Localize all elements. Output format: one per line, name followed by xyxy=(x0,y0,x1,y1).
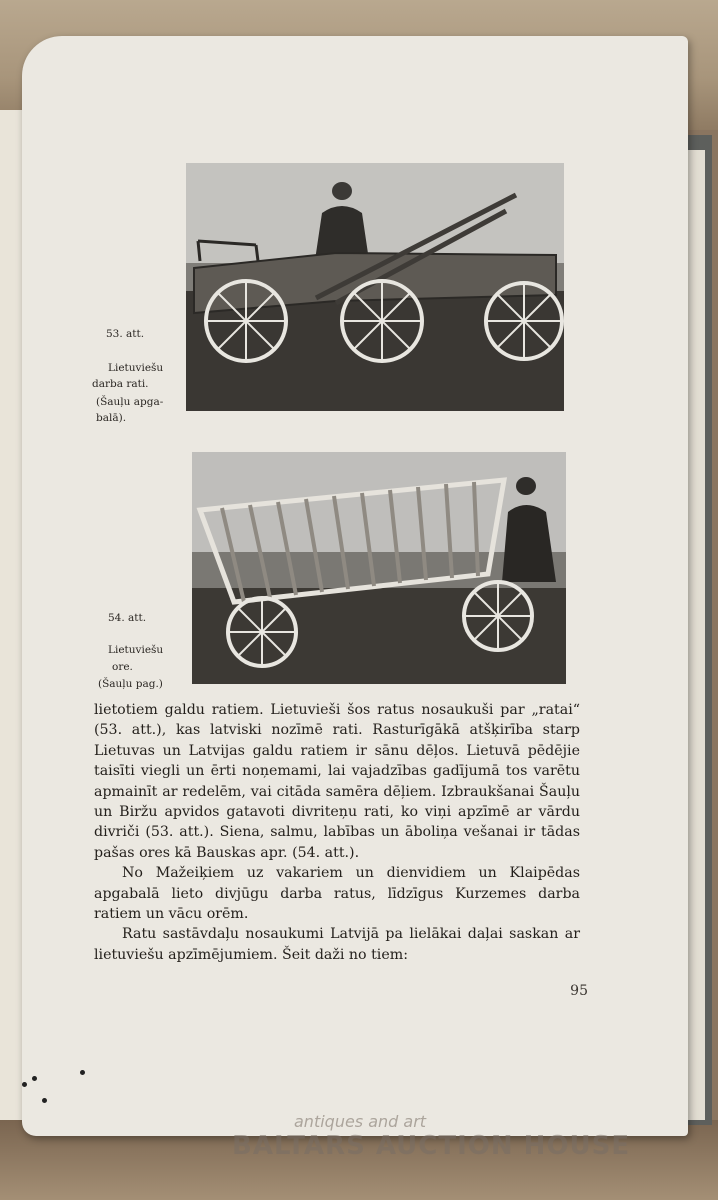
paragraph-2: No Mažeiķiem uz vakariem un dienvidiem un Klaipēdas apgabalā lieto divjūgu darba ratus, līdzīgus Kurzemes darba ratiem un vācu orēm. xyxy=(94,865,580,923)
page-number: 95 xyxy=(570,983,588,999)
figure-53-number: 53. att. xyxy=(106,328,145,340)
body-text xyxy=(94,700,580,965)
auction-watermark xyxy=(232,1112,652,1161)
figure-54-caption-line-1: Lietuviešu xyxy=(108,644,164,656)
figure-53-caption-line-2: darba rati. xyxy=(92,378,149,390)
paragraph-3: Ratu sastāvdaļu nosaukumi Latvijā pa lielākai daļai saskan ar lietuviešu apzīmējumiem. Šeit daži no tiem: xyxy=(94,926,580,963)
figure-54-photo xyxy=(192,452,566,684)
ink-spot xyxy=(22,1082,27,1087)
figure-54-caption-line-2: ore. xyxy=(112,661,133,673)
watermark-tagline: antiques and art xyxy=(294,1112,427,1131)
wagon-illustration xyxy=(192,452,566,684)
watermark-brand: BALTARS AUCTION HOUSE xyxy=(232,1131,631,1161)
figure-54-number: 54. att. xyxy=(108,612,147,624)
figure-54-caption-line-3: (Šauļu pag.) xyxy=(98,678,163,690)
paragraph-1: lietotiem galdu ratiem. Lietuvieši šos ratus nosaukuši par „ratai“ (53. att.), kas latviski nozīmē rati. Rasturīgākā atšķirība starp Lietuvas un Latvijas galdu ratiem ir sānu dēļos. Lietuvā pēdējie taisīti viegli un ērti noņemami, lai vajadzības gadījumā tos varētu apmainīt ar redelēm, vai citāda samēra dēļiem. Izbraukšanai Šauļu un Biržu apvidos gatavoti divriteņu rati, ko viņi apzīmē ar vārdu divriči (53. att.). Siena, salmu, labības un āboliņa vešanai ir tādas pašas ores kā Bauskas apr. (54. att.). xyxy=(94,702,580,861)
ink-spot xyxy=(42,1098,47,1103)
figure-53-caption-line-1: Lietuviešu xyxy=(108,362,164,374)
ink-spot xyxy=(80,1070,85,1075)
figure-53-caption-line-3: (Šauļu apga- xyxy=(96,396,164,408)
ink-spot xyxy=(32,1076,37,1081)
figure-53-caption-line-4: balā). xyxy=(96,412,127,424)
figure-53-photo xyxy=(186,163,564,411)
cart-illustration xyxy=(186,163,564,411)
